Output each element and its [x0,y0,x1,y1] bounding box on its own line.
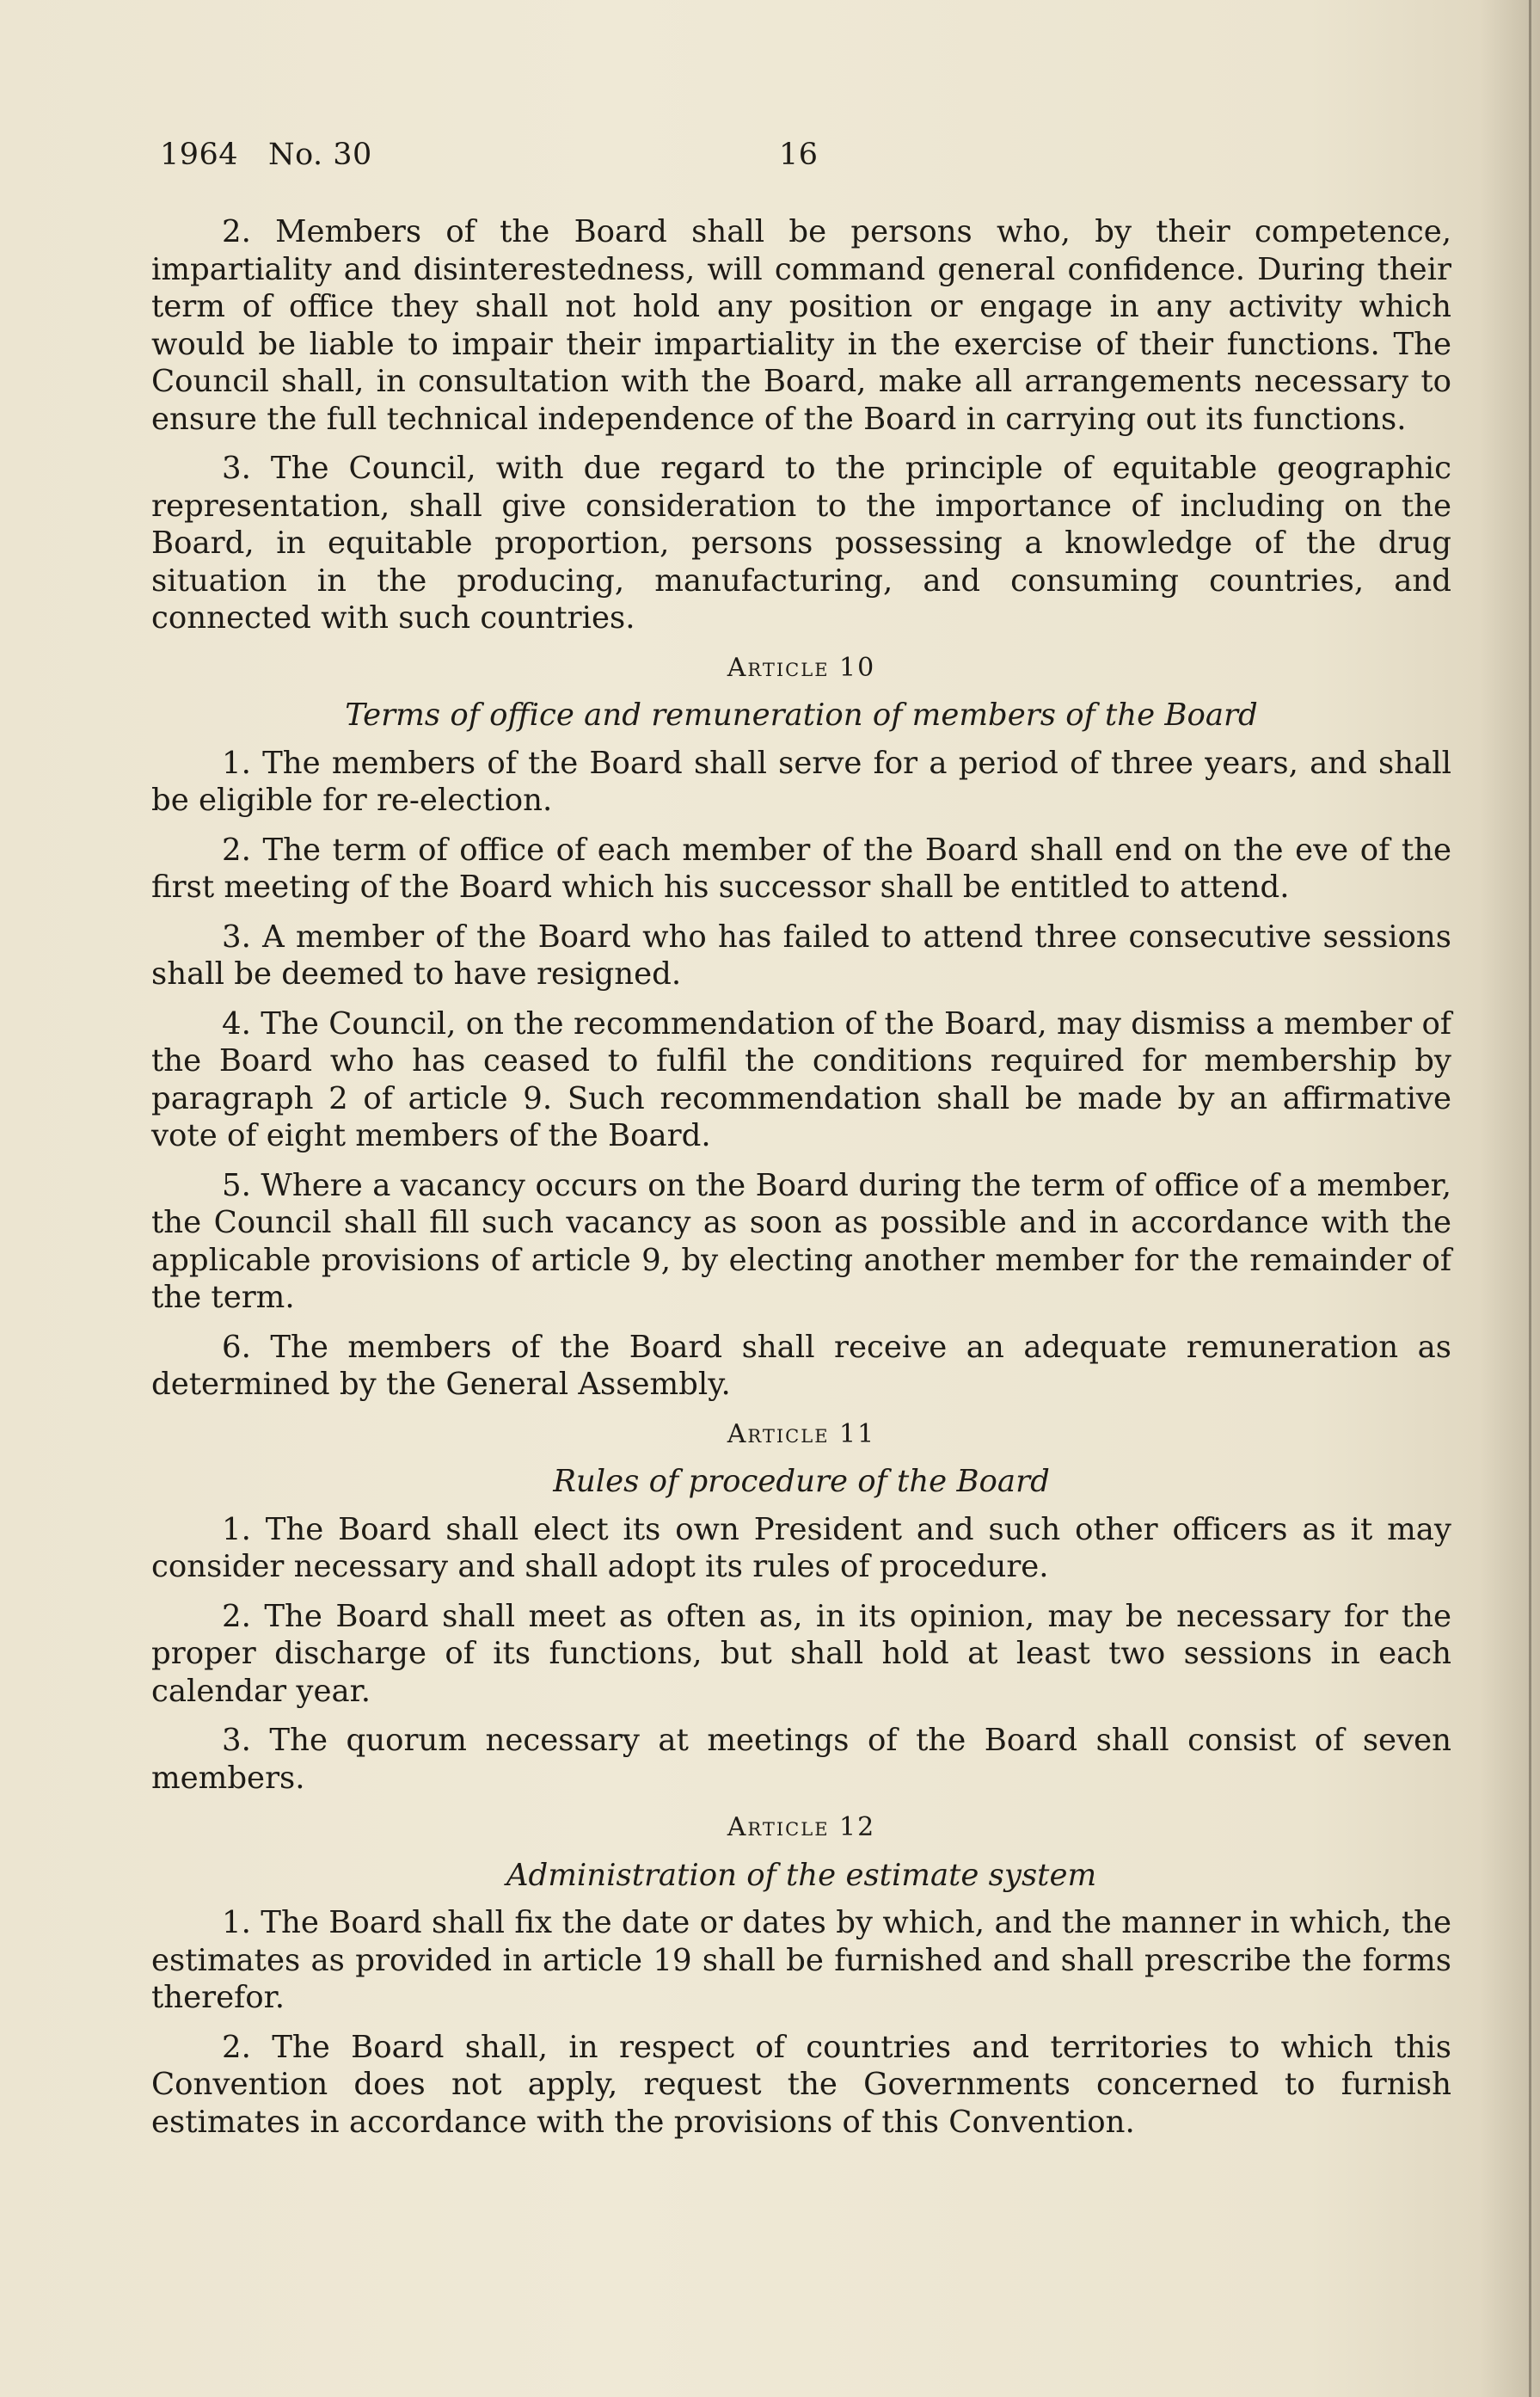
binding-line [1529,0,1531,2397]
article-title: Terms of office and remuneration of members of the Board [345,698,1258,733]
document-body [151,213,1451,2153]
article-heading: Article 12 [727,1812,876,1842]
article-title: Rules of procedure of the Board [553,1464,1050,1499]
paragraph: 1. The Board shall fix the date or dates by which, and the manner in which, the estimates as provided in article 19 shall be furnished and shall prescribe the forms therefor. [151,1905,1451,2015]
paragraph: 2. The Board shall meet as often as, in its opinion, may be necessary for the proper discharge of its functions, but shall hold at least two sessions in each calendar year. [151,1598,1451,1709]
year-and-number: 1964 No. 30 [160,138,372,172]
paragraph: 2. The term of office of each member of the Board shall end on the eve of the first meeting of the Board which his successor shall be entitled to attend. [151,832,1451,905]
page-number: 16 [779,138,819,172]
paragraph: 6. The members of the Board shall receive an adequate remuneration as determined by the General Assembly. [151,1329,1451,1402]
paragraph: 4. The Council, on the recommendation of the Board, may dismiss a member of the Board who has ceased to fulfil the conditions required for membership by paragraph 2 of article 9. Such recommendation shall be made by an affirmative vote of eight members of the Board. [151,1005,1451,1153]
paragraph: 3. The quorum necessary at meetings of the Board shall consist of seven members. [151,1723,1451,1796]
article-heading: Article 11 [727,1418,876,1449]
paragraph: 3. The Council, with due regard to the principle of equitable geographic representation, shall give consideration to the importance of including on the Board, in equitable proportion, persons possessing a knowledge of the drug situation in the producing, manufacturing, and consuming countries, and connected with such countries. [151,451,1451,636]
paragraph: 1. The members of the Board shall serve for a period of three years, and shall be eligible for re-election. [151,745,1451,818]
article-title: Administration of the estimate system [506,1857,1097,1893]
article-heading: Article 10 [727,652,876,683]
paragraph: 3. A member of the Board who has failed to attend three consecutive sessions shall be deemed to have resigned. [151,919,1451,992]
paragraph: 2. Members of the Board shall be persons who, by their competence, impartiality and disinterestedness, will command general confidence. During their term of office they shall not hold any position or engage in any activity which would be liable to impair their impartiality in the exercise of their functions. The Council shall, in consultation with the Board, make all arrangements necessary to ensure the full technical independence of the Board in carrying out its functions. [151,214,1451,437]
paragraph: 5. Where a vacancy occurs on the Board during the term of office of a member, the Council shall fill such vacancy as soon as possible and in accordance with the applicable provisions of article 9, by electing another member for the remainder of the term. [151,1167,1451,1315]
paragraph: 2. The Board shall, in respect of countries and territories to which this Convention does not apply, request the Governments concerned to furnish estimates in accordance with the provisions of this Convention. [151,2029,1451,2140]
paragraph: 1. The Board shall elect its own President and such other officers as it may consider necessary and shall adopt its rules of procedure. [151,1511,1451,1584]
